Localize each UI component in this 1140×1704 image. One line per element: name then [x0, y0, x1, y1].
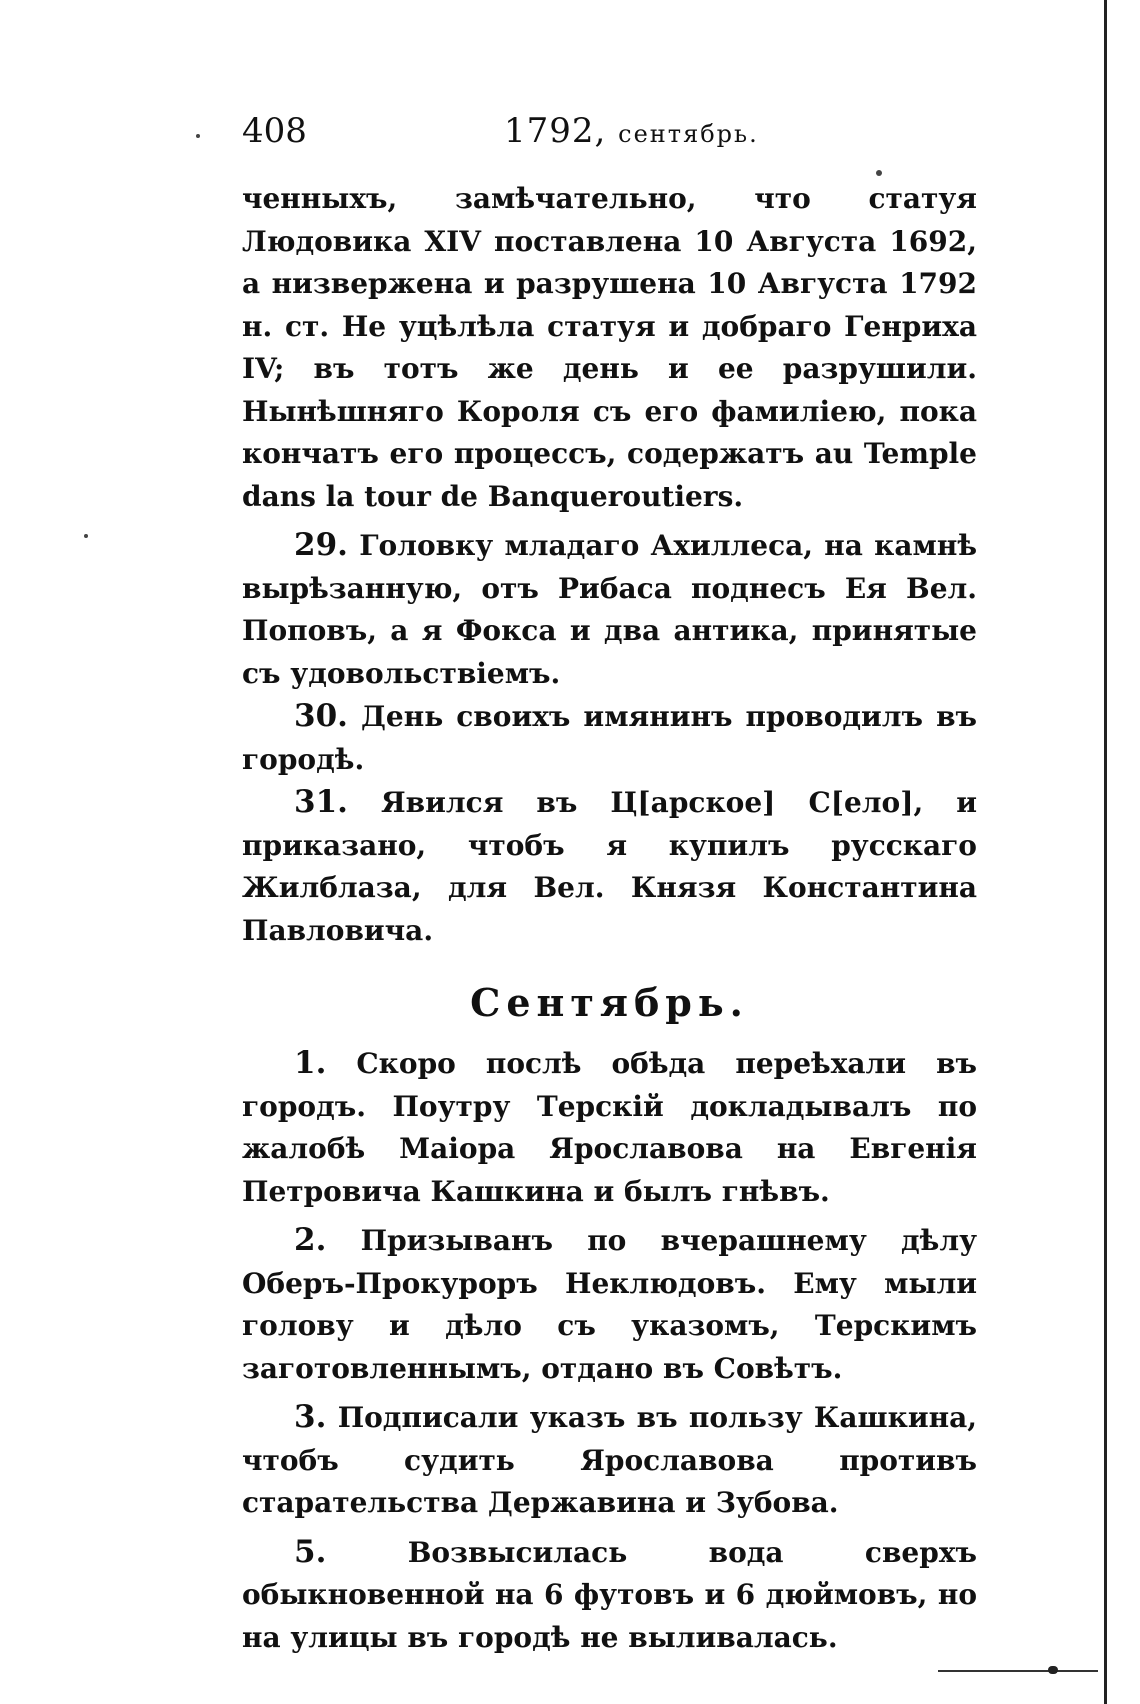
diary-entry: [242, 1531, 977, 1660]
entry-text: Призыванъ по вчерашнему дѣлу Оберъ-Прокуроръ Неклюдовъ. Ему мыли голову и дѣло съ указомъ, Терскимъ заготовленнымъ, отдано въ Совѣтъ.: [242, 1224, 978, 1385]
diary-entry: [242, 781, 977, 952]
entry-number: 1.: [294, 1045, 327, 1081]
diary-entry: [242, 524, 977, 695]
entry-number: 5.: [294, 1533, 327, 1570]
entry-number: 2.: [294, 1222, 327, 1258]
scan-speck: [196, 134, 200, 138]
scan-speck: [84, 534, 88, 538]
entry-text: Подписали указъ въ пользу Кашкина, чтобъ судить Ярославова противъ старательства Державина и Зубова.: [242, 1401, 978, 1519]
entry-number: 30.: [294, 698, 348, 734]
scan-speck: [876, 170, 882, 176]
carryover-paragraph: ченныхъ, замѣчательно, что статуя Людовика XIV поставлена 10 Августа 1692, а низвержена и разрушена 10 Августа 1792 н. ст. Не уцѣлѣла статуя и добраго Генриха IV; въ тотъ же день и ее разрушили. Нынѣшняго Короля съ его фамиліею, пока кончатъ его процессъ, содержатъ au Temple dans la tour de Banqueroutiers.: [242, 182, 977, 513]
entry-number: 31.: [294, 784, 348, 820]
running-title: [504, 108, 759, 157]
entry-text: День своихъ имянинъ проводилъ въ городѣ.: [242, 700, 978, 776]
section-heading: Сентябрь.: [470, 980, 749, 1025]
diary-entry: [242, 1219, 977, 1390]
page-edge-rule: [1104, 0, 1107, 1704]
diary-entry: [242, 695, 977, 781]
entry-number: 29.: [294, 527, 348, 563]
running-year: 1792,: [504, 111, 607, 151]
page-number: 408: [242, 111, 307, 151]
entry-text: Скоро послѣ обѣда переѣхали въ городъ. Поутру Терскій докладывалъ по жалобѣ Маіора Ярославова на Евгенія Петровича Кашкина и былъ гнѣвъ.: [242, 1047, 978, 1208]
diary-entry: [242, 1042, 977, 1213]
entry-number: 3.: [294, 1399, 327, 1435]
diary-entry: [242, 1396, 977, 1525]
footer-ornament: [1048, 1666, 1058, 1674]
footer-rule: [938, 1670, 1098, 1672]
entry-text: Головку младаго Ахиллеса, на камнѣ вырѣзанную, отъ Рибаса поднесъ Ея Вел. Поповъ, а я Фокса и два антика, принятые съ удовольствіемъ.: [242, 529, 978, 690]
entry-text: Явился въ Ц[арское] С[ело], и приказано, чтобъ я купилъ русскаго Жилблаза, для Вел. Князя Константина Павловича.: [242, 786, 978, 947]
body-text: [242, 178, 977, 1659]
running-month: сентябрь.: [618, 120, 759, 148]
entry-text: Возвысилась вода сверхъ обыкновенной на 6 футовъ и 6 дюймовъ, но на улицы въ городѣ не выливалась.: [242, 1535, 977, 1654]
